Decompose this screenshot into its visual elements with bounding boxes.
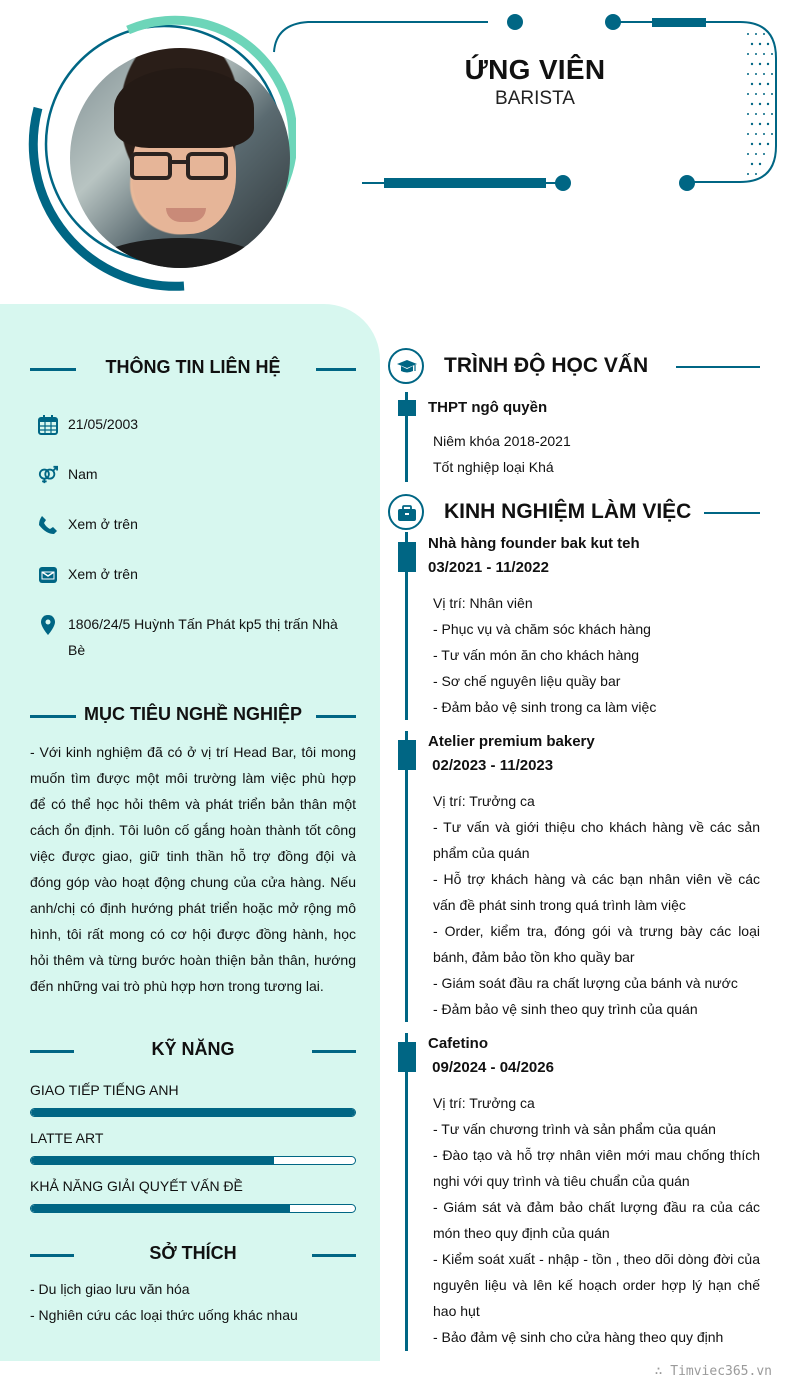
contact-dob: 21/05/2003 [38, 411, 338, 437]
candidate-name: ỨNG VIÊN [464, 54, 606, 85]
experience-entry: Cafetino 09/2024 - 04/2026 Vị trí: Trưởng ca - Tư vấn chương trình và sản phẩm của quán - Đào tạo và hỗ trợ nhân viên mới mau chống thích nghi với quy trình và tiêu chuẩn của quán - Giám sát và đảm bảo chất lượng đầu ra của các món theo quy định của quán - Kiểm soát xuất - nhập - tồn , theo dõi dòng đời của nguyên liệu và lên kế hoạch order hợp lý hạn chế hao hụt - Bảo đảm vệ sinh cho cửa hàng theo quy định [428, 1035, 760, 1345]
avatar [16, 14, 296, 294]
profile-photo [70, 48, 290, 268]
hobby-item: - Nghiên cứu các loại thức uống khác nhau [30, 1307, 298, 1323]
job-title: BARISTA [495, 88, 575, 109]
skill-item: GIAO TIẾP TIẾNG ANH [30, 1081, 356, 1117]
contact-phone: Xem ở trên [38, 511, 338, 537]
timeline-line [405, 731, 408, 1022]
contact-section-title: THÔNG TIN LIÊN HỆ [30, 357, 356, 381]
skill-item: LATTE ART [30, 1129, 356, 1165]
education-entry: THPT ngô quyền Niêm khóa 2018-2021 Tốt nghiệp loại Khá [428, 399, 571, 475]
contact-address: 1806/24/5 Huỳnh Tấn Phát kp5 thị trấn Nhà Bè [38, 611, 338, 663]
graduation-cap-icon [397, 357, 417, 377]
skill-progress-bar [30, 1156, 356, 1165]
objective-section-title: MỤC TIÊU NGHỀ NGHIỆP [30, 704, 356, 728]
timeline-marker [398, 400, 416, 416]
timeline-marker [398, 1042, 416, 1072]
objective-text: - Với kinh nghiệm đã có ở vị trí Head Bar, tôi mong muốn tìm được một môi trường làm việc phù hợp để có thể học hỏi thêm và phát triển bản thân một cách ổn định. Tôi luôn cố gắng hoàn thành tốt công việc được giao, giữ tinh thần hỗ trợ đồng đội và đóng góp vào hoạt động chung của cửa hàng. Nếu anh/chị có định hướng phát triển hoặc mở rộng mô hình, tôi rất mong có cơ hội được đồng hành, học hỏi thêm và từng bước hoàn thiện bản thân, hướng đến những vai trò phù hợp hơn trong tương lai. [30, 744, 356, 994]
education-section-title: TRÌNH ĐỘ HỌC VẤN [388, 348, 760, 386]
email-icon [38, 565, 58, 585]
skill-progress-bar [30, 1108, 356, 1117]
phone-icon [38, 515, 58, 535]
title-block [420, 54, 650, 110]
hobbies-list [30, 1276, 298, 1328]
calendar-icon [38, 415, 58, 435]
timeline-marker [398, 542, 416, 572]
contact-gender: Nam [38, 461, 338, 487]
skill-progress-bar [30, 1204, 356, 1213]
skill-item: KHẢ NĂNG GIẢI QUYẾT VẤN ĐỀ [30, 1177, 356, 1213]
timeline-marker [398, 740, 416, 770]
experience-section-title: KINH NGHIỆM LÀM VIỆC [388, 494, 760, 532]
timeline-line [405, 1033, 408, 1351]
hobby-item: - Du lịch giao lưu văn hóa [30, 1281, 190, 1297]
skills-section-title: KỸ NĂNG [30, 1039, 356, 1063]
gender-icon [38, 465, 58, 485]
experience-entry: Nhà hàng founder bak kut teh 03/2021 - 11/2022 Vị trí: Nhân viên - Phục vụ và chăm sóc khách hàng - Tư vấn món ăn cho khách hàng - Sơ chế nguyên liệu quầy bar - Đảm bảo vệ sinh trong ca làm việc [428, 535, 657, 715]
watermark: ∴ Timviec365.vn [654, 1364, 772, 1379]
contact-email: Xem ở trên [38, 561, 338, 587]
briefcase-icon [397, 503, 417, 523]
experience-entry: Atelier premium bakery 02/2023 - 11/2023 Vị trí: Trưởng ca - Tư vấn và giới thiệu cho khách hàng về các sản phẩm của quán - Hỗ trợ khách hàng và các bạn nhân viên về các vấn đề phát sinh trong quá trình làm việc - Order, kiểm tra, đóng gói và trưng bày các loại bánh, đảm bảo tồn kho quầy bar - Giám soát đầu ra chất lượng của bánh và nước - Đảm bảo vệ sinh theo quy trình của quán [428, 733, 760, 1017]
cv-header [0, 0, 800, 300]
hobbies-section-title: SỞ THÍCH [30, 1243, 356, 1267]
location-icon [38, 615, 58, 635]
